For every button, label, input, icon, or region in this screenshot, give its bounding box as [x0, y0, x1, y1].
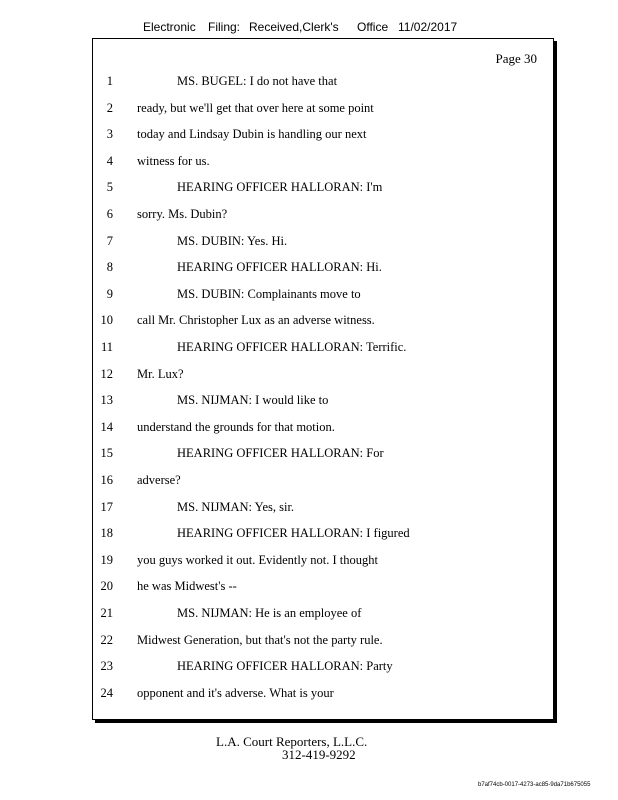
line-number: 24	[100, 685, 113, 700]
transcript-line	[91, 633, 531, 651]
line-text: HEARING OFFICER HALLORAN: Party	[177, 659, 393, 674]
line-number: 20	[100, 579, 113, 594]
line-text: you guys worked it out. Evidently not. I thought	[137, 552, 378, 567]
line-text: ready, but we'll get that over here at some point	[137, 100, 374, 115]
line-number: 22	[100, 632, 113, 647]
line-text: witness for us.	[137, 153, 210, 168]
transcript-line	[91, 340, 531, 358]
line-number: 2	[106, 100, 113, 115]
transcript-line	[91, 606, 531, 624]
line-text: Midwest Generation, but that's not the party rule.	[137, 632, 383, 647]
line-text: HEARING OFFICER HALLORAN: I figured	[177, 526, 410, 541]
line-number: 5	[106, 180, 113, 195]
transcript-line	[91, 579, 531, 597]
line-number: 9	[106, 286, 113, 301]
filing-label: Filing:	[208, 20, 241, 34]
transcript-line	[91, 260, 531, 278]
filing-electronic: Electronic	[143, 20, 196, 34]
line-number: 7	[106, 233, 113, 248]
transcript-line	[91, 473, 531, 491]
line-number: 13	[100, 393, 113, 408]
line-number: 17	[100, 499, 113, 514]
line-number: 10	[100, 313, 113, 328]
transcript-page	[92, 38, 554, 720]
footer-company: L.A. Court Reporters, L.L.C.	[216, 734, 368, 749]
transcript-line	[91, 420, 531, 438]
transcript-line	[91, 313, 531, 331]
line-text: HEARING OFFICER HALLORAN: For	[177, 446, 384, 461]
line-text: call Mr. Christopher Lux as an adverse witness.	[137, 313, 375, 328]
line-number: 19	[100, 552, 113, 567]
transcript-line	[91, 367, 531, 385]
transcript-line	[91, 127, 531, 145]
filing-office: Office	[357, 20, 389, 34]
transcript-line	[91, 287, 531, 305]
line-text: MS. NIJMAN: Yes, sir.	[177, 499, 295, 514]
transcript-line	[91, 526, 531, 544]
line-number: 16	[100, 473, 113, 487]
line-number: 11	[100, 340, 113, 354]
transcript-line	[91, 154, 531, 172]
transcript-line	[91, 686, 531, 704]
line-text: HEARING OFFICER HALLORAN: Hi.	[177, 260, 382, 275]
line-text: HEARING OFFICER HALLORAN: I'm	[177, 180, 383, 195]
page-number: Page 30	[495, 51, 537, 66]
transcript-line	[91, 180, 531, 198]
transcript-line	[91, 207, 531, 225]
transcript-line	[91, 553, 531, 571]
transcript-line	[91, 74, 531, 92]
line-text: MS. NIJMAN: I would like to	[177, 393, 329, 408]
line-number: 23	[100, 659, 113, 674]
line-number: 15	[100, 446, 113, 461]
line-text: MS. DUBIN: Yes. Hi.	[177, 233, 288, 248]
line-text: understand the grounds for that motion.	[137, 419, 335, 434]
line-text: Mr. Lux?	[137, 366, 184, 381]
transcript-line	[91, 234, 531, 252]
filing-received: Received,Clerk's	[249, 20, 339, 34]
line-number: 14	[100, 419, 113, 434]
transcript-line	[91, 500, 531, 518]
line-text: opponent and it's adverse. What is your	[137, 685, 334, 700]
transcript-line	[91, 446, 531, 464]
filing-date: 11/02/2017	[398, 20, 458, 34]
line-text: he was Midwest's --	[137, 579, 237, 594]
line-number: 4	[106, 153, 113, 168]
line-text: HEARING OFFICER HALLORAN: Terrific.	[177, 340, 407, 354]
line-number: 8	[106, 260, 113, 275]
document-id: b7af74cb-0017-4273-ac85-9da71b675055	[478, 782, 591, 788]
line-number: 21	[100, 606, 113, 620]
footer-phone: 312-419-9292	[282, 747, 356, 762]
line-text: today and Lindsay Dubin is handling our next	[137, 127, 367, 142]
line-number: 1	[106, 74, 113, 88]
line-number: 3	[106, 127, 113, 142]
transcript-line	[91, 393, 531, 411]
line-text: MS. NIJMAN: He is an employee of	[177, 606, 362, 620]
line-number: 6	[106, 207, 113, 221]
transcript-line	[91, 101, 531, 119]
line-text: adverse?	[137, 473, 181, 487]
line-text: MS. BUGEL: I do not have that	[177, 74, 338, 88]
line-text: MS. DUBIN: Complainants move to	[177, 286, 361, 301]
line-number: 12	[100, 366, 113, 381]
transcript-line	[91, 659, 531, 677]
line-number: 18	[100, 526, 113, 541]
line-text: sorry. Ms. Dubin?	[137, 207, 228, 221]
